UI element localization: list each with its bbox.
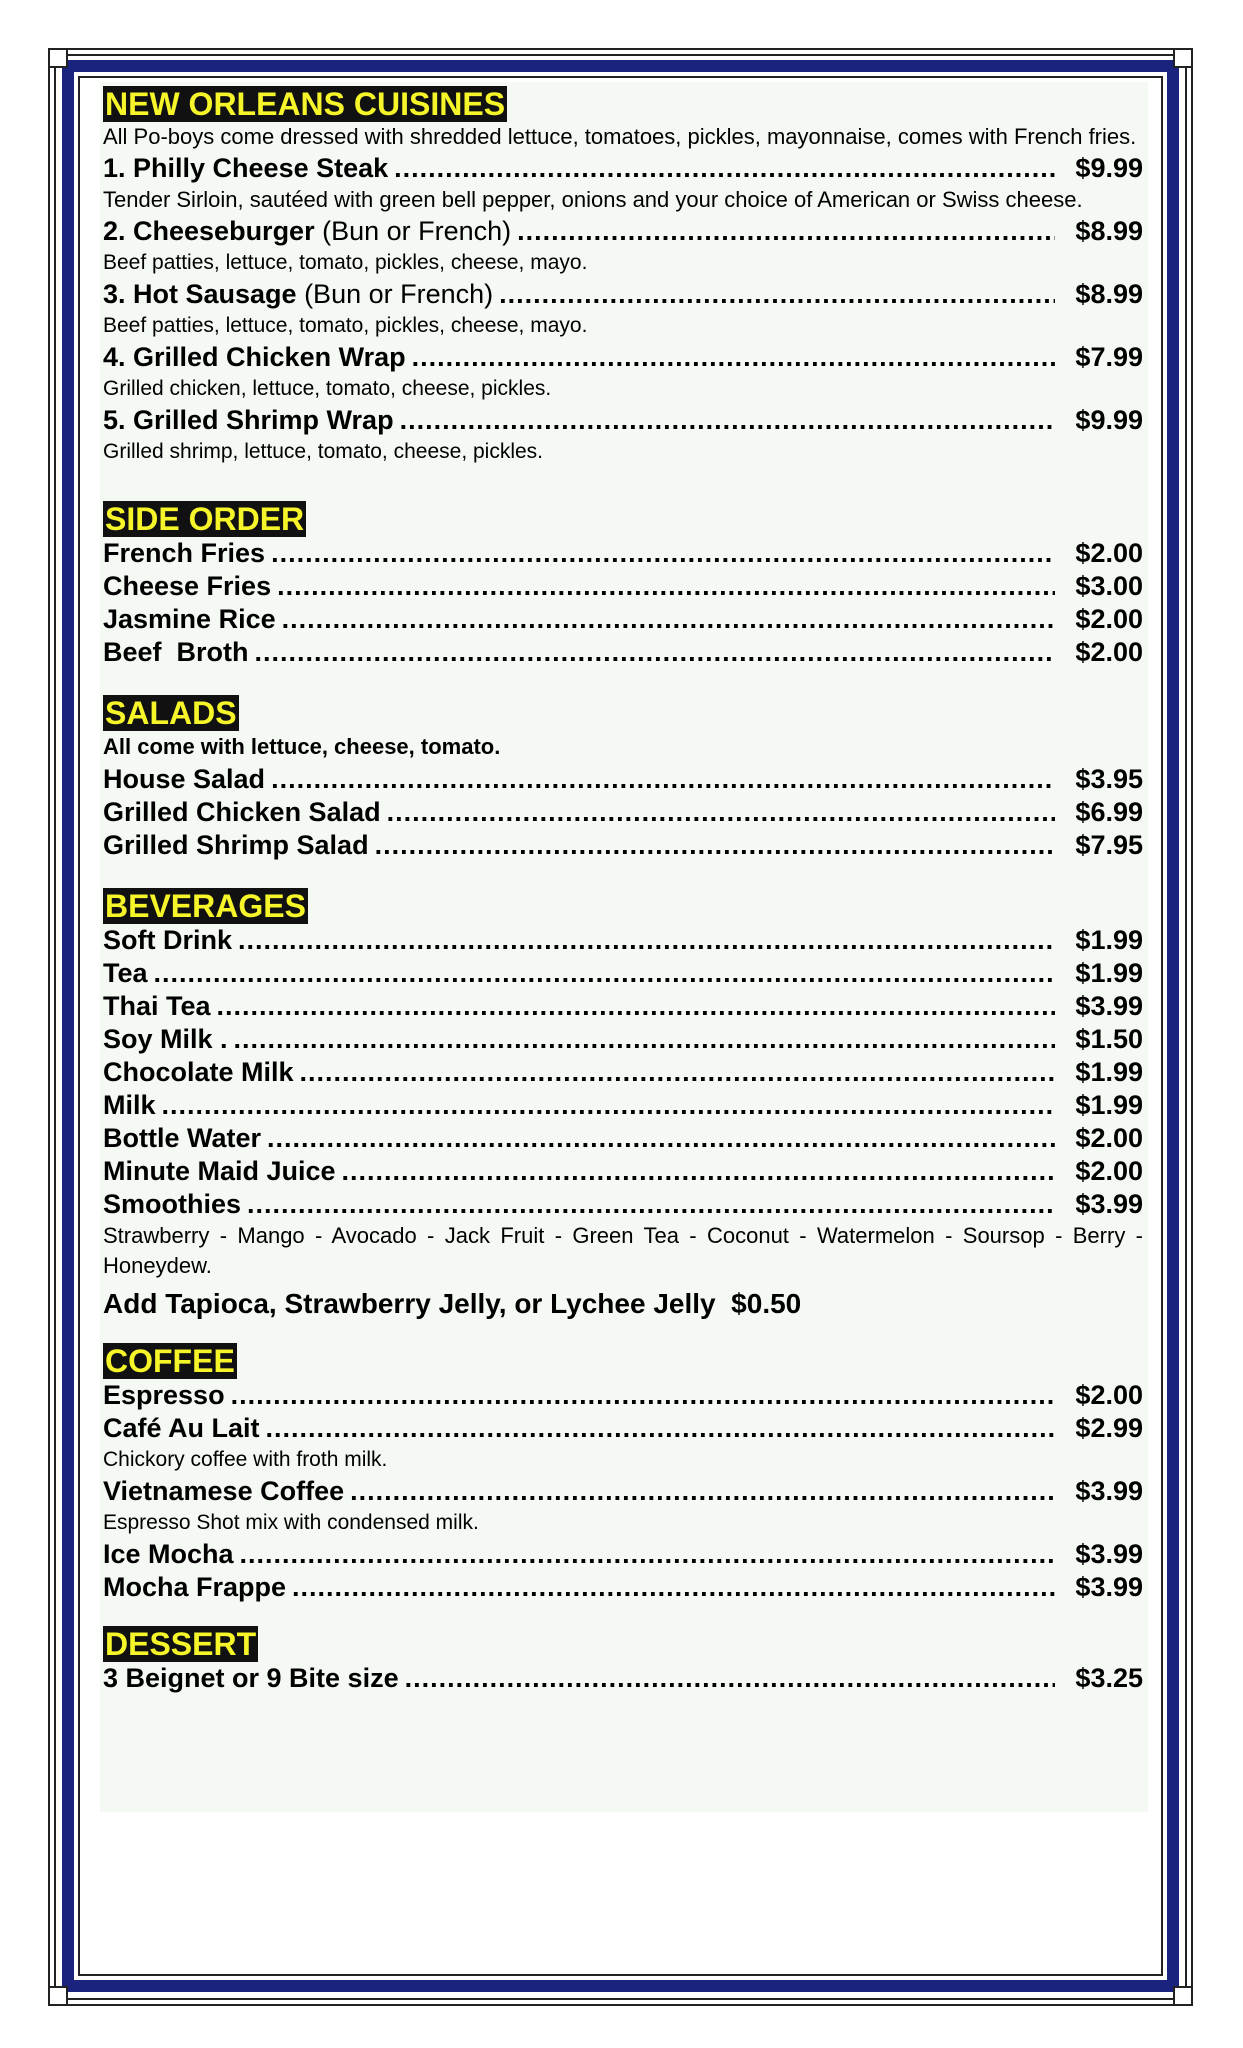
- menu-item: [103, 1056, 1143, 1089]
- section-dessert: [103, 1626, 1143, 1695]
- menu-item: [103, 1023, 1143, 1056]
- item-description: Beef patties, lettuce, tomato, pickles, cheese, mayo.: [103, 314, 588, 337]
- section-intro: All Po-boys come dressed with shredded lettuce, tomatoes, pickles, mayonnaise, comes with French fries.: [103, 124, 1137, 149]
- menu-item: [103, 1379, 1143, 1412]
- item-price: $2.00: [1075, 1156, 1143, 1186]
- dot-leader: [271, 763, 1055, 796]
- section-new-orleans: [103, 86, 1143, 467]
- menu-item: [103, 1089, 1143, 1122]
- dot-leader: [271, 537, 1055, 570]
- item-name-suffix: (Bun or French): [314, 216, 512, 246]
- item-price: $6.99: [1075, 797, 1143, 827]
- addon-note: Add Tapioca, Strawberry Jelly, or Lychee Jelly $0.50: [103, 1288, 802, 1319]
- item-price: $8.99: [1075, 279, 1143, 309]
- item-name: Chocolate Milk: [103, 1057, 294, 1087]
- item-name: Smoothies: [103, 1189, 242, 1219]
- dot-leader: [267, 1122, 1055, 1155]
- dot-leader: [154, 957, 1055, 990]
- item-name: Minute Maid Juice: [103, 1156, 336, 1186]
- item-price: $3.00: [1075, 571, 1143, 601]
- corner-ornament-bottom-left: [48, 1986, 68, 2006]
- dot-leader: [499, 278, 1055, 311]
- item-name: Vietnamese Coffee: [103, 1476, 345, 1506]
- item-price: $1.50: [1075, 1024, 1143, 1054]
- item-name: Grilled Chicken Salad: [103, 797, 381, 827]
- dot-leader: [231, 1379, 1055, 1412]
- item-price: $2.00: [1075, 538, 1143, 568]
- dot-leader: [238, 924, 1055, 957]
- item-description: Beef patties, lettuce, tomato, pickles, cheese, mayo.: [103, 251, 588, 274]
- dot-leader: [394, 152, 1055, 185]
- corner-ornament-bottom-right: [1173, 1986, 1193, 2006]
- item-description: Chickory coffee with froth milk.: [103, 1448, 388, 1471]
- section-heading: COFFEE: [105, 1343, 235, 1379]
- section-side-order: [103, 501, 1143, 669]
- item-name: Tea: [103, 958, 148, 988]
- item-name: 3. Hot Sausage: [103, 279, 297, 309]
- item-price: $3.25: [1075, 1663, 1143, 1693]
- item-price: $9.99: [1075, 153, 1143, 183]
- dot-leader: [240, 1538, 1055, 1571]
- dot-leader: [217, 990, 1055, 1023]
- dot-leader: [342, 1155, 1055, 1188]
- menu-item: [103, 1188, 1143, 1221]
- menu-item: [103, 1155, 1143, 1188]
- menu-inner: [103, 86, 1143, 1695]
- menu-item: [103, 1412, 1143, 1445]
- menu-item: [103, 570, 1143, 603]
- dot-leader: [255, 636, 1055, 669]
- section-coffee: [103, 1343, 1143, 1604]
- dot-leader: [277, 570, 1055, 603]
- item-name: Beef Broth: [103, 637, 249, 667]
- item-name: Espresso: [103, 1380, 225, 1410]
- item-description: Espresso Shot mix with condensed milk.: [103, 1511, 479, 1534]
- dot-leader: [375, 829, 1055, 862]
- item-price: $7.99: [1075, 342, 1143, 372]
- item-name: Milk: [103, 1090, 156, 1120]
- item-name: Bottle Water: [103, 1123, 262, 1153]
- menu-item: [103, 1122, 1143, 1155]
- smoothie-flavors: Strawberry - Mango - Avocado - Jack Fruit - Green Tea - Coconut - Watermelon - Soursop - Berry - Honeydew.: [103, 1223, 1143, 1278]
- section-heading: SIDE ORDER: [105, 501, 305, 537]
- dot-leader: [405, 1662, 1055, 1695]
- item-name: Soy Milk .: [103, 1024, 228, 1054]
- item-name: Ice Mocha: [103, 1539, 234, 1569]
- item-price: $1.99: [1075, 958, 1143, 988]
- section-beverages: [103, 888, 1143, 1327]
- menu-item: [103, 763, 1143, 796]
- menu-item: [103, 278, 1143, 311]
- item-price: $1.99: [1075, 925, 1143, 955]
- menu-item: [103, 603, 1143, 636]
- menu-item: [103, 924, 1143, 957]
- item-name: Thai Tea: [103, 991, 211, 1021]
- menu-item: [103, 829, 1143, 862]
- menu-item: [103, 215, 1143, 248]
- dot-leader: [350, 1475, 1055, 1508]
- item-name: Cheese Fries: [103, 571, 272, 601]
- menu-item: [103, 1662, 1143, 1695]
- menu-item: [103, 537, 1143, 570]
- item-name: 4. Grilled Chicken Wrap: [103, 342, 406, 372]
- dot-leader: [517, 215, 1055, 248]
- section-heading: DESSERT: [105, 1626, 257, 1662]
- menu-item: [103, 796, 1143, 829]
- item-price: $3.99: [1075, 1572, 1143, 1602]
- item-name: 1. Philly Cheese Steak: [103, 153, 389, 183]
- item-price: $9.99: [1075, 405, 1143, 435]
- menu-item: [103, 957, 1143, 990]
- item-price: $2.99: [1075, 1413, 1143, 1443]
- item-name: Café Au Lait: [103, 1413, 260, 1443]
- item-price: $1.99: [1075, 1057, 1143, 1087]
- section-intro: All come with lettuce, cheese, tomato.: [103, 734, 501, 759]
- menu-item: [103, 1538, 1143, 1571]
- item-description: Grilled chicken, lettuce, tomato, cheese, pickles.: [103, 377, 552, 400]
- item-price: $7.95: [1075, 830, 1143, 860]
- item-price: $1.99: [1075, 1090, 1143, 1120]
- menu-item: [103, 152, 1143, 185]
- menu-item: [103, 636, 1143, 669]
- corner-ornament-top-right: [1173, 48, 1193, 68]
- dot-leader: [412, 341, 1055, 374]
- section-salads: [103, 695, 1143, 862]
- item-price: $2.00: [1075, 604, 1143, 634]
- section-heading: SALADS: [105, 695, 237, 731]
- section-heading: BEVERAGES: [105, 888, 306, 924]
- item-price: $2.00: [1075, 1123, 1143, 1153]
- dot-leader: [234, 1023, 1055, 1056]
- dot-leader: [266, 1412, 1055, 1445]
- item-description: Grilled shrimp, lettuce, tomato, cheese, pickles.: [103, 440, 544, 463]
- item-price: $2.00: [1075, 637, 1143, 667]
- item-name: 5. Grilled Shrimp Wrap: [103, 405, 394, 435]
- dot-leader: [282, 603, 1055, 636]
- item-price: $8.99: [1075, 216, 1143, 246]
- item-price: $3.95: [1075, 764, 1143, 794]
- item-price: $3.99: [1075, 991, 1143, 1021]
- item-name: French Fries: [103, 538, 266, 568]
- menu-item: [103, 990, 1143, 1023]
- dot-leader: [292, 1571, 1055, 1604]
- menu-item: [103, 1571, 1143, 1604]
- item-name: House Salad: [103, 764, 266, 794]
- corner-ornament-top-left: [48, 48, 68, 68]
- item-price: $3.99: [1075, 1539, 1143, 1569]
- item-name: Jasmine Rice: [103, 604, 276, 634]
- dot-leader: [400, 404, 1055, 437]
- item-name: Grilled Shrimp Salad: [103, 830, 369, 860]
- section-heading: NEW ORLEANS CUISINES: [105, 86, 506, 122]
- item-name: Mocha Frappe: [103, 1572, 287, 1602]
- item-name-wrap: [103, 215, 511, 248]
- dot-leader: [162, 1089, 1055, 1122]
- item-name: Soft Drink: [103, 925, 233, 955]
- item-name-suffix: (Bun or French): [296, 279, 494, 309]
- item-price: $3.99: [1075, 1189, 1143, 1219]
- menu-item: [103, 341, 1143, 374]
- item-price: $2.00: [1075, 1380, 1143, 1410]
- menu-item: [103, 404, 1143, 437]
- item-name: 2. Cheeseburger: [103, 216, 315, 246]
- item-description: Tender Sirloin, sautéed with green bell pepper, onions and your choice of American or Swiss cheese.: [103, 187, 1083, 212]
- item-price: $3.99: [1075, 1476, 1143, 1506]
- item-name: 3 Beignet or 9 Bite size: [103, 1663, 399, 1693]
- dot-leader: [387, 796, 1055, 829]
- item-name-wrap: [103, 278, 493, 311]
- menu-item: [103, 1475, 1143, 1508]
- dot-leader: [247, 1188, 1055, 1221]
- menu-content: [100, 82, 1148, 1812]
- dot-leader: [300, 1056, 1055, 1089]
